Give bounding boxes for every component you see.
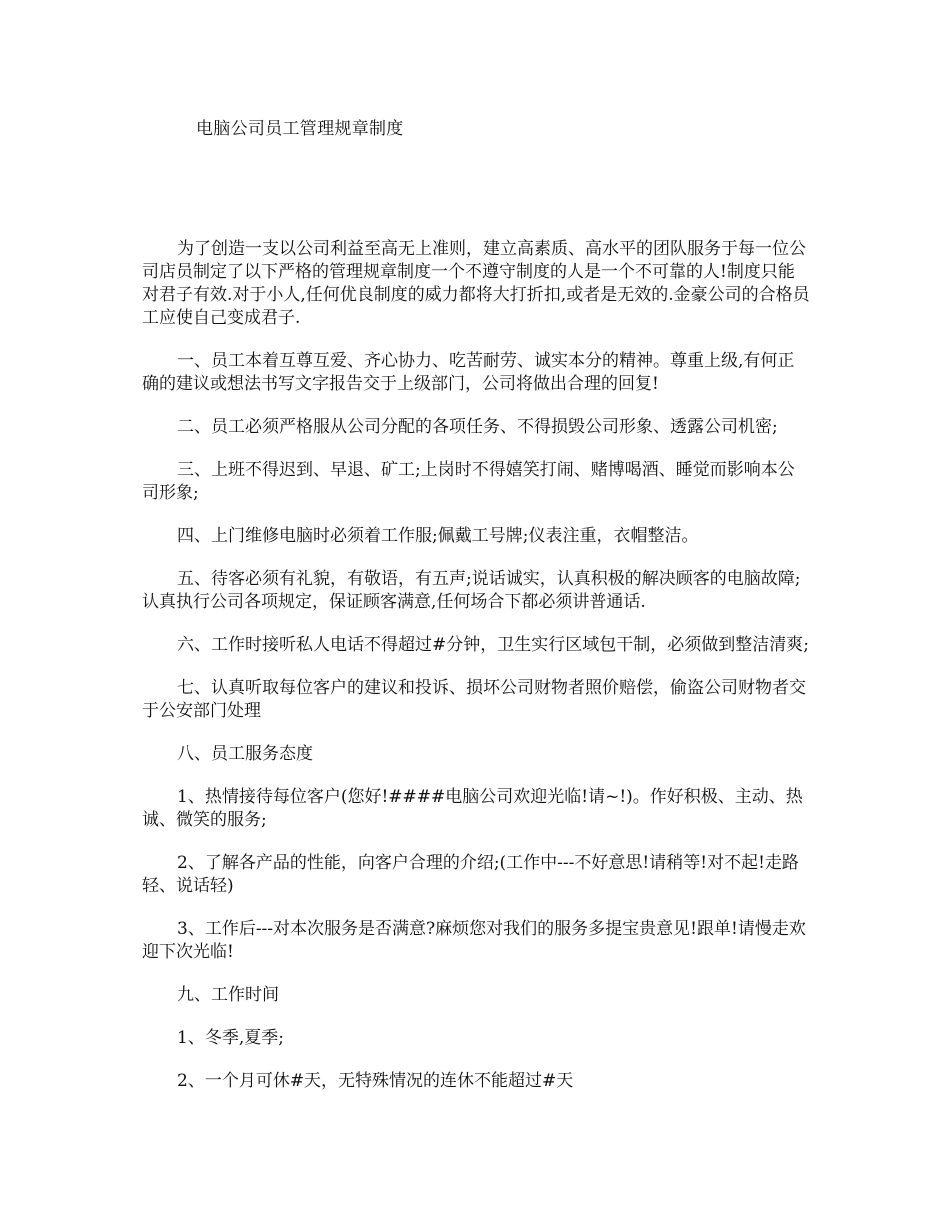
rule-paragraph: 四、上门维修电脑时必须着工作服;佩戴工号牌;仪表注重，衣帽整洁。 [177, 526, 699, 546]
list-item: 2、了解各产品的性能，向客户合理的介绍;(工作中---不好意思!请稍等!对不起!走路轻、说话轻) [142, 853, 799, 896]
list-item: 1、热情接待每位客户(您好!####电脑公司欢迎光临!请~!)。作好积极、主动、热诚、微笑的服务; [142, 787, 803, 830]
section-heading: 九、工作时间 [177, 985, 279, 1005]
list-item: 3、工作后---对本次服务是否满意?麻烦您对我们的服务多提宝贵意见!跟单!请慢走欢迎下次光临! [142, 919, 806, 962]
rule-paragraph: 二、员工必须严格服从公司分配的各项任务、不得损毁公司形象、透露公司机密; [177, 417, 778, 437]
document-body [142, 238, 810, 1113]
rule-paragraph: 三、上班不得迟到、早退、矿工;上岗时不得嬉笑打闹、赌博喝酒、睡觉而影响本公司形象; [142, 460, 795, 503]
intro-paragraph: 为了创造一支以公司利益至高无上准则，建立高素质、高水平的团队服务于每一位公司店员制定了以下严格的管理规章制度一个不遵守制度的人是一个不可靠的人!制度只能对君子有效.对于小人,任何优良制度的威力都将大打折扣,或者是无效的.金豪公司的合格员工应使自己变成君子. [142, 239, 810, 328]
document-title: 电脑公司员工管理规章制度 [196, 119, 404, 139]
section-heading: 八、员工服务态度 [177, 744, 313, 764]
rule-paragraph: 六、工作时接听私人电话不得超过#分钟，卫生实行区域包干制，必须做到整洁清爽; [177, 635, 809, 655]
rule-paragraph: 一、员工本着互尊互爱、齐心协力、吃苦耐劳、诚实本分的精神。尊重上级,有何正确的建议或想法书写文字报告交于上级部门，公司将做出合理的回复! [142, 351, 795, 394]
rule-paragraph: 五、待客必须有礼貌，有敬语，有五声;说话诚实，认真积极的解决顾客的电脑故障;认真执行公司各项规定，保证顾客满意,任何场合下都必须讲普通话. [142, 569, 801, 612]
list-item: 1、冬季,夏季; [177, 1028, 284, 1048]
rule-paragraph: 七、认真听取每位客户的建议和投诉、损坏公司财物者照价赔偿，偷盗公司财物者交于公安部门处理 [142, 678, 806, 721]
list-item: 2、一个月可休#天，无特殊情况的连休不能超过#天 [177, 1071, 574, 1091]
